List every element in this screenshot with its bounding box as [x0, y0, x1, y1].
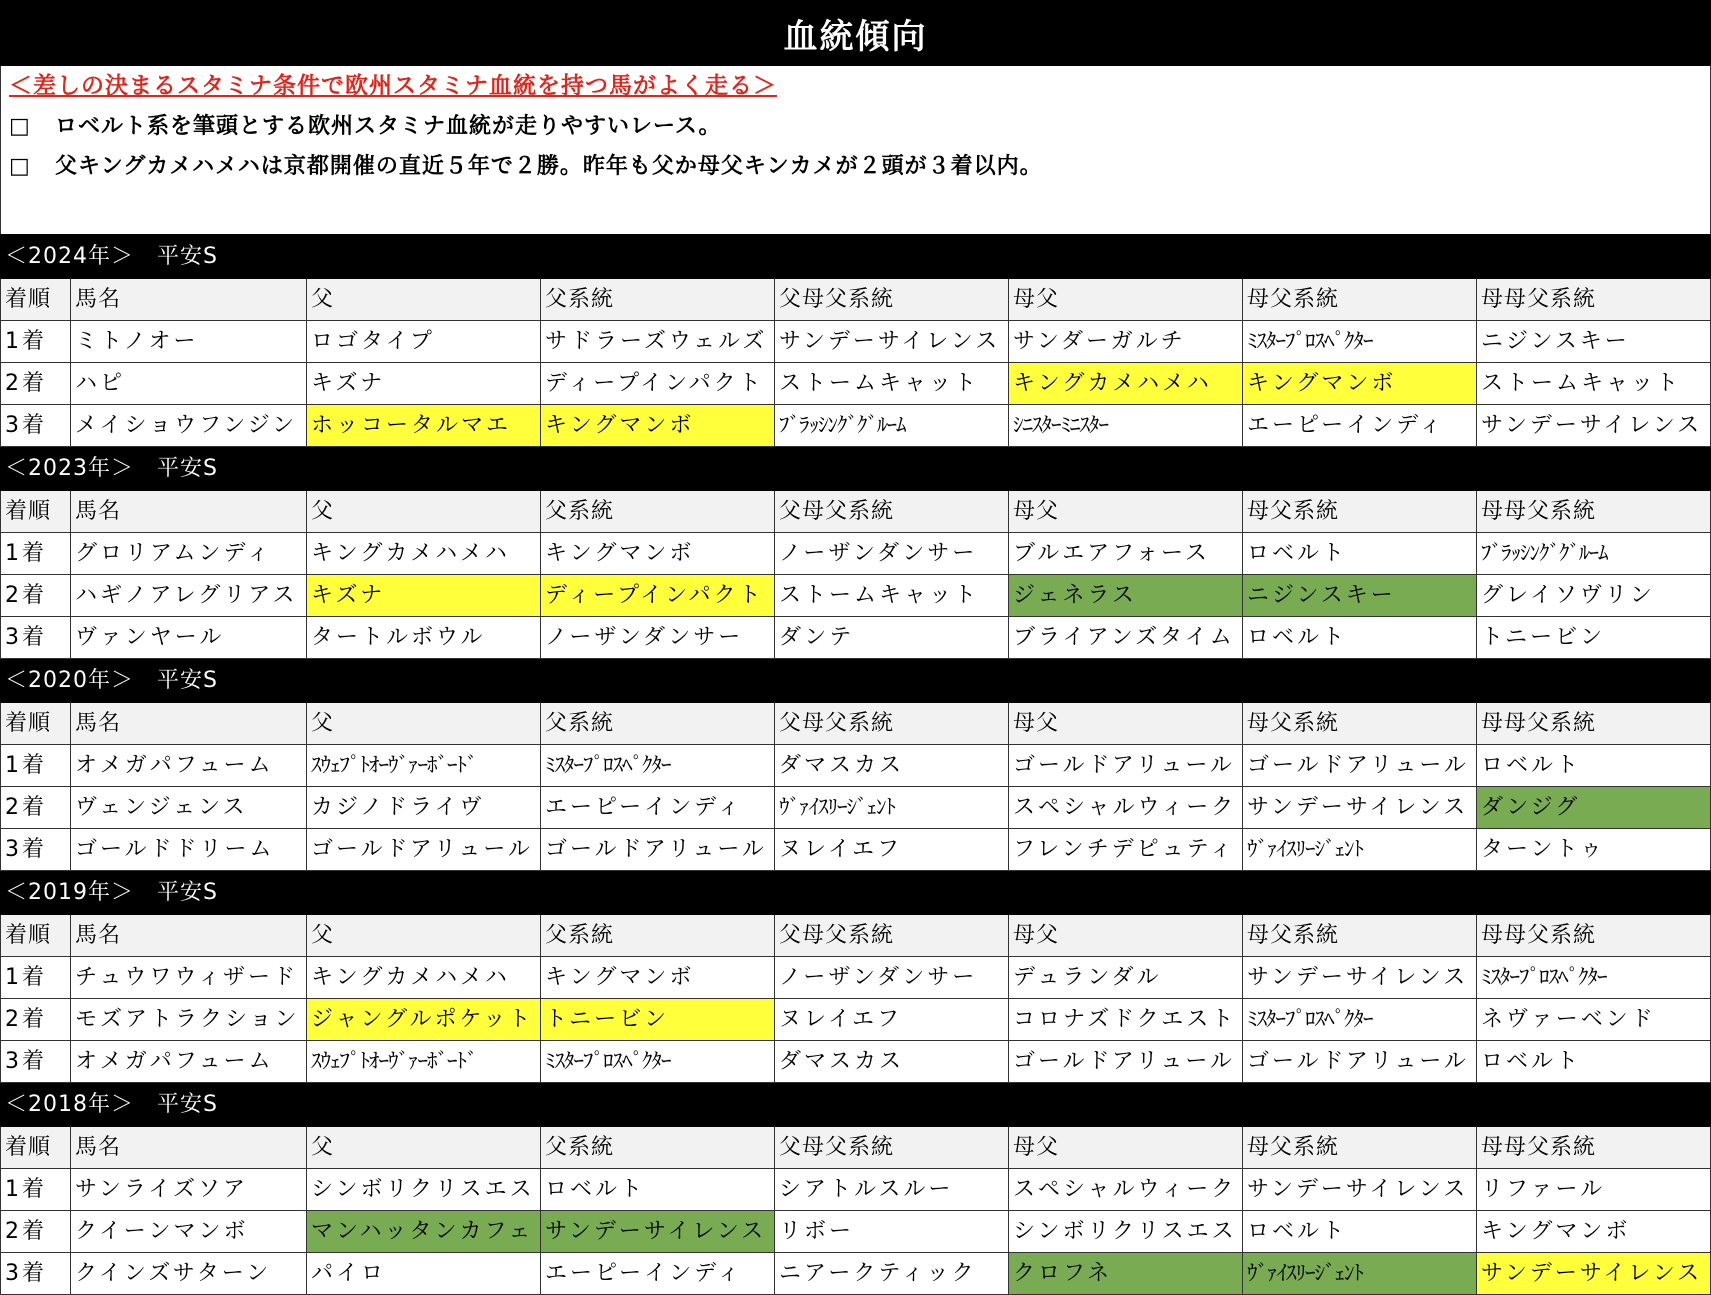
column-header: 父系統: [541, 279, 775, 321]
table-cell: ヌレイエフ: [775, 829, 1009, 871]
table-cell: ノーザンダンサー: [541, 617, 775, 659]
column-header: 馬名: [71, 1127, 307, 1169]
column-header: 母父系統: [1243, 915, 1477, 957]
column-header: 父系統: [541, 703, 775, 745]
column-header-row: [1, 915, 1711, 957]
section-label: ＜2019年＞ 平安S: [1, 871, 1711, 915]
section-header: [1, 447, 1711, 491]
column-header: 父母父系統: [775, 491, 1009, 533]
note-1: [9, 112, 1710, 142]
table-cell: エーピーインディ: [541, 787, 775, 829]
note-text: ロベルト系を筆頭とする欧州スタミナ血統が走りやすいレース。: [55, 114, 722, 139]
table-cell: 2着: [1, 999, 71, 1041]
table-cell: 2着: [1, 1211, 71, 1253]
column-header: 母父系統: [1243, 703, 1477, 745]
table-cell: パイロ: [307, 1253, 541, 1295]
column-header-row: [1, 491, 1711, 533]
table-row: [1, 617, 1711, 659]
table-row: [1, 1041, 1711, 1083]
table-cell: キングマンボ: [1243, 363, 1477, 405]
checkbox-icon: □: [9, 154, 31, 179]
section-label: ＜2023年＞ 平安S: [1, 447, 1711, 491]
table-cell: ロベルト: [1477, 1041, 1711, 1083]
table-cell: ストームキャット: [775, 363, 1009, 405]
table-cell: ｳﾞｧｲｽﾘｰｼﾞｪﾝﾄ: [1243, 1253, 1477, 1295]
note-2: [9, 152, 1710, 182]
table-cell: ロゴタイプ: [307, 321, 541, 363]
table-cell: トニービン: [541, 999, 775, 1041]
table-cell: タートルボウル: [307, 617, 541, 659]
table-cell: ディープインパクト: [541, 363, 775, 405]
table-cell: 2着: [1, 787, 71, 829]
table-cell: ノーザンダンサー: [775, 957, 1009, 999]
column-header-row: [1, 703, 1711, 745]
table-cell: ダンテ: [775, 617, 1009, 659]
table-row: [1, 321, 1711, 363]
table-cell: クロフネ: [1009, 1253, 1243, 1295]
table-cell: スペシャルウィーク: [1009, 787, 1243, 829]
column-header: 母父系統: [1243, 279, 1477, 321]
table-cell: ﾐｽﾀｰﾌﾟﾛｽﾍﾟｸﾀｰ: [1477, 957, 1711, 999]
table-cell: サンデーサイレンス: [1477, 405, 1711, 447]
table-cell: ロベルト: [1243, 617, 1477, 659]
table-cell: サンデーサイレンス: [541, 1211, 775, 1253]
column-header: 母父: [1009, 491, 1243, 533]
column-header: 母父: [1009, 1127, 1243, 1169]
table-cell: ホッコータルマエ: [307, 405, 541, 447]
table-cell: シアトルスルー: [775, 1169, 1009, 1211]
table-row: [1, 829, 1711, 871]
table-cell: サンデーサイレンス: [1243, 787, 1477, 829]
table-cell: 1着: [1, 1169, 71, 1211]
column-header: 父母父系統: [775, 915, 1009, 957]
table-cell: デュランダル: [1009, 957, 1243, 999]
table-cell: エーピーインディ: [541, 1253, 775, 1295]
table-cell: ストームキャット: [775, 575, 1009, 617]
table-cell: エーピーインディ: [1243, 405, 1477, 447]
table-cell: グレイソヴリン: [1477, 575, 1711, 617]
table-row: [1, 787, 1711, 829]
column-header: 父: [307, 703, 541, 745]
table-cell: チュウワウィザード: [71, 957, 307, 999]
table-cell: サンデーサイレンス: [775, 321, 1009, 363]
table-cell: ロベルト: [1243, 533, 1477, 575]
table-cell: ｽｳｪﾌﾟﾄｵｰｳﾞｧｰﾎﾞｰﾄﾞ: [307, 1041, 541, 1083]
column-header: 父系統: [541, 1127, 775, 1169]
column-header: 着順: [1, 703, 71, 745]
table-cell: クインズサターン: [71, 1253, 307, 1295]
table-cell: サンダーガルチ: [1009, 321, 1243, 363]
section-label: ＜2018年＞ 平安S: [1, 1083, 1711, 1127]
table-cell: サンデーサイレンス: [1477, 1253, 1711, 1295]
column-header: 父: [307, 915, 541, 957]
results-table: [0, 234, 1711, 1295]
table-cell: キングマンボ: [1477, 1211, 1711, 1253]
table-row: [1, 1169, 1711, 1211]
column-header: 着順: [1, 491, 71, 533]
table-cell: キングマンボ: [541, 957, 775, 999]
table-cell: オメガパフューム: [71, 1041, 307, 1083]
column-header: 母母父系統: [1477, 703, 1711, 745]
table-cell: ｳﾞｧｲｽﾘｰｼﾞｪﾝﾄ: [775, 787, 1009, 829]
column-header: 馬名: [71, 491, 307, 533]
table-cell: ゴールドアリュール: [541, 829, 775, 871]
table-cell: 1着: [1, 533, 71, 575]
table-cell: キングマンボ: [541, 405, 775, 447]
table-row: [1, 1253, 1711, 1295]
column-header: 母父: [1009, 915, 1243, 957]
table-cell: ゴールドドリーム: [71, 829, 307, 871]
table-row: [1, 999, 1711, 1041]
column-header: 着順: [1, 279, 71, 321]
table-cell: リボー: [775, 1211, 1009, 1253]
table-cell: ネヴァーベンド: [1477, 999, 1711, 1041]
table-cell: 1着: [1, 957, 71, 999]
table-cell: ﾌﾞﾗｯｼﾝｸﾞｸﾞﾙｰﾑ: [1477, 533, 1711, 575]
table-cell: ダマスカス: [775, 1041, 1009, 1083]
table-cell: ﾌﾞﾗｯｼﾝｸﾞｸﾞﾙｰﾑ: [775, 405, 1009, 447]
table-cell: ゴールドアリュール: [1009, 745, 1243, 787]
table-cell: 2着: [1, 575, 71, 617]
column-header: 母父系統: [1243, 491, 1477, 533]
table-row: [1, 533, 1711, 575]
checkbox-icon: □: [9, 114, 31, 139]
column-header: 父系統: [541, 915, 775, 957]
table-cell: ダマスカス: [775, 745, 1009, 787]
table-cell: スペシャルウィーク: [1009, 1169, 1243, 1211]
table-cell: サンデーサイレンス: [1243, 1169, 1477, 1211]
column-header: 父: [307, 279, 541, 321]
table-cell: 3着: [1, 617, 71, 659]
table-cell: シンボリクリスエス: [307, 1169, 541, 1211]
table-cell: 3着: [1, 1041, 71, 1083]
table-cell: ストームキャット: [1477, 363, 1711, 405]
table-cell: モズアトラクション: [71, 999, 307, 1041]
column-header: 母母父系統: [1477, 915, 1711, 957]
table-cell: ヌレイエフ: [775, 999, 1009, 1041]
table-cell: クイーンマンボ: [71, 1211, 307, 1253]
note-text: 父キングカメハメハは京都開催の直近５年で２勝。昨年も父か母父キンカメが２頭が３着以内。: [55, 154, 1043, 179]
table-cell: コロナズドクエスト: [1009, 999, 1243, 1041]
table-cell: キングカメハメハ: [307, 957, 541, 999]
column-header-row: [1, 279, 1711, 321]
column-header: 馬名: [71, 703, 307, 745]
column-header: 母母父系統: [1477, 1127, 1711, 1169]
table-cell: ロベルト: [1243, 1211, 1477, 1253]
table-cell: 3着: [1, 405, 71, 447]
column-header: 父: [307, 1127, 541, 1169]
table-cell: ロベルト: [541, 1169, 775, 1211]
table-cell: マンハッタンカフェ: [307, 1211, 541, 1253]
table-cell: カジノドライヴ: [307, 787, 541, 829]
table-cell: ミトノオー: [71, 321, 307, 363]
table-cell: サンデーサイレンス: [1243, 957, 1477, 999]
table-cell: ゴールドアリュール: [307, 829, 541, 871]
table-cell: ヴェンジェンス: [71, 787, 307, 829]
table-cell: オメガパフューム: [71, 745, 307, 787]
table-cell: ゴールドアリュール: [1243, 1041, 1477, 1083]
table-cell: ﾐｽﾀｰﾌﾟﾛｽﾍﾟｸﾀｰ: [541, 1041, 775, 1083]
table-row: [1, 405, 1711, 447]
column-header: 母父: [1009, 279, 1243, 321]
column-header: 父母父系統: [775, 703, 1009, 745]
table-cell: ﾐｽﾀｰﾌﾟﾛｽﾍﾟｸﾀｰ: [541, 745, 775, 787]
table-cell: キングカメハメハ: [307, 533, 541, 575]
table-cell: 1着: [1, 745, 71, 787]
table-cell: 2着: [1, 363, 71, 405]
table-row: [1, 363, 1711, 405]
table-cell: トニービン: [1477, 617, 1711, 659]
column-header: 母母父系統: [1477, 279, 1711, 321]
table-cell: ｼﾆｽﾀｰﾐﾆｽﾀｰ: [1009, 405, 1243, 447]
table-cell: シンボリクリスエス: [1009, 1211, 1243, 1253]
column-header: 父母父系統: [775, 1127, 1009, 1169]
table-cell: キングマンボ: [541, 533, 775, 575]
table-cell: ハピ: [71, 363, 307, 405]
table-cell: ヴァンヤール: [71, 617, 307, 659]
table-row: [1, 745, 1711, 787]
table-cell: グロリアムンディ: [71, 533, 307, 575]
table-cell: ターントゥ: [1477, 829, 1711, 871]
column-header: 母父系統: [1243, 1127, 1477, 1169]
table-cell: ニジンスキー: [1477, 321, 1711, 363]
table-cell: ﾐｽﾀｰﾌﾟﾛｽﾍﾟｸﾀｰ: [1243, 999, 1477, 1041]
headline: ＜差しの決まるスタミナ条件で欧州スタミナ血統を持つ馬がよく走る＞: [9, 73, 777, 99]
section-header: [1, 659, 1711, 703]
table-cell: ロベルト: [1477, 745, 1711, 787]
table-cell: メイショウフンジン: [71, 405, 307, 447]
table-cell: ブルエアフォース: [1009, 533, 1243, 575]
summary-panel: [0, 66, 1711, 234]
column-header: 母母父系統: [1477, 491, 1711, 533]
column-header-row: [1, 1127, 1711, 1169]
table-cell: 3着: [1, 1253, 71, 1295]
table-cell: 3着: [1, 829, 71, 871]
page-title: 血統傾向: [0, 0, 1711, 66]
table-cell: ニジンスキー: [1243, 575, 1477, 617]
table-row: [1, 575, 1711, 617]
column-header: 母父: [1009, 703, 1243, 745]
table-row: [1, 957, 1711, 999]
table-cell: フレンチデピュティ: [1009, 829, 1243, 871]
section-header: [1, 1083, 1711, 1127]
column-header: 着順: [1, 915, 71, 957]
section-label: ＜2024年＞ 平安S: [1, 235, 1711, 279]
table-cell: サドラーズウェルズ: [541, 321, 775, 363]
table-cell: キズナ: [307, 363, 541, 405]
table-cell: ｽｳｪﾌﾟﾄｵｰｳﾞｧｰﾎﾞｰﾄﾞ: [307, 745, 541, 787]
table-cell: ニアークティック: [775, 1253, 1009, 1295]
column-header: 父系統: [541, 491, 775, 533]
column-header: 馬名: [71, 915, 307, 957]
section-label: ＜2020年＞ 平安S: [1, 659, 1711, 703]
section-header: [1, 871, 1711, 915]
table-cell: ジャングルポケット: [307, 999, 541, 1041]
column-header: 父母父系統: [775, 279, 1009, 321]
table-cell: ゴールドアリュール: [1009, 1041, 1243, 1083]
section-header: [1, 235, 1711, 279]
table-cell: ﾐｽﾀｰﾌﾟﾛｽﾍﾟｸﾀｰ: [1243, 321, 1477, 363]
table-cell: ダンジグ: [1477, 787, 1711, 829]
column-header: 馬名: [71, 279, 307, 321]
table-cell: ｳﾞｧｲｽﾘｰｼﾞｪﾝﾄ: [1243, 829, 1477, 871]
table-cell: ブライアンズタイム: [1009, 617, 1243, 659]
table-cell: ゴールドアリュール: [1243, 745, 1477, 787]
column-header: 父: [307, 491, 541, 533]
table-cell: 1着: [1, 321, 71, 363]
table-cell: サンライズソア: [71, 1169, 307, 1211]
table-cell: ディープインパクト: [541, 575, 775, 617]
table-row: [1, 1211, 1711, 1253]
table-cell: ハギノアレグリアス: [71, 575, 307, 617]
table-cell: ジェネラス: [1009, 575, 1243, 617]
table-cell: ノーザンダンサー: [775, 533, 1009, 575]
column-header: 着順: [1, 1127, 71, 1169]
table-cell: キングカメハメハ: [1009, 363, 1243, 405]
table-cell: キズナ: [307, 575, 541, 617]
table-cell: リファール: [1477, 1169, 1711, 1211]
